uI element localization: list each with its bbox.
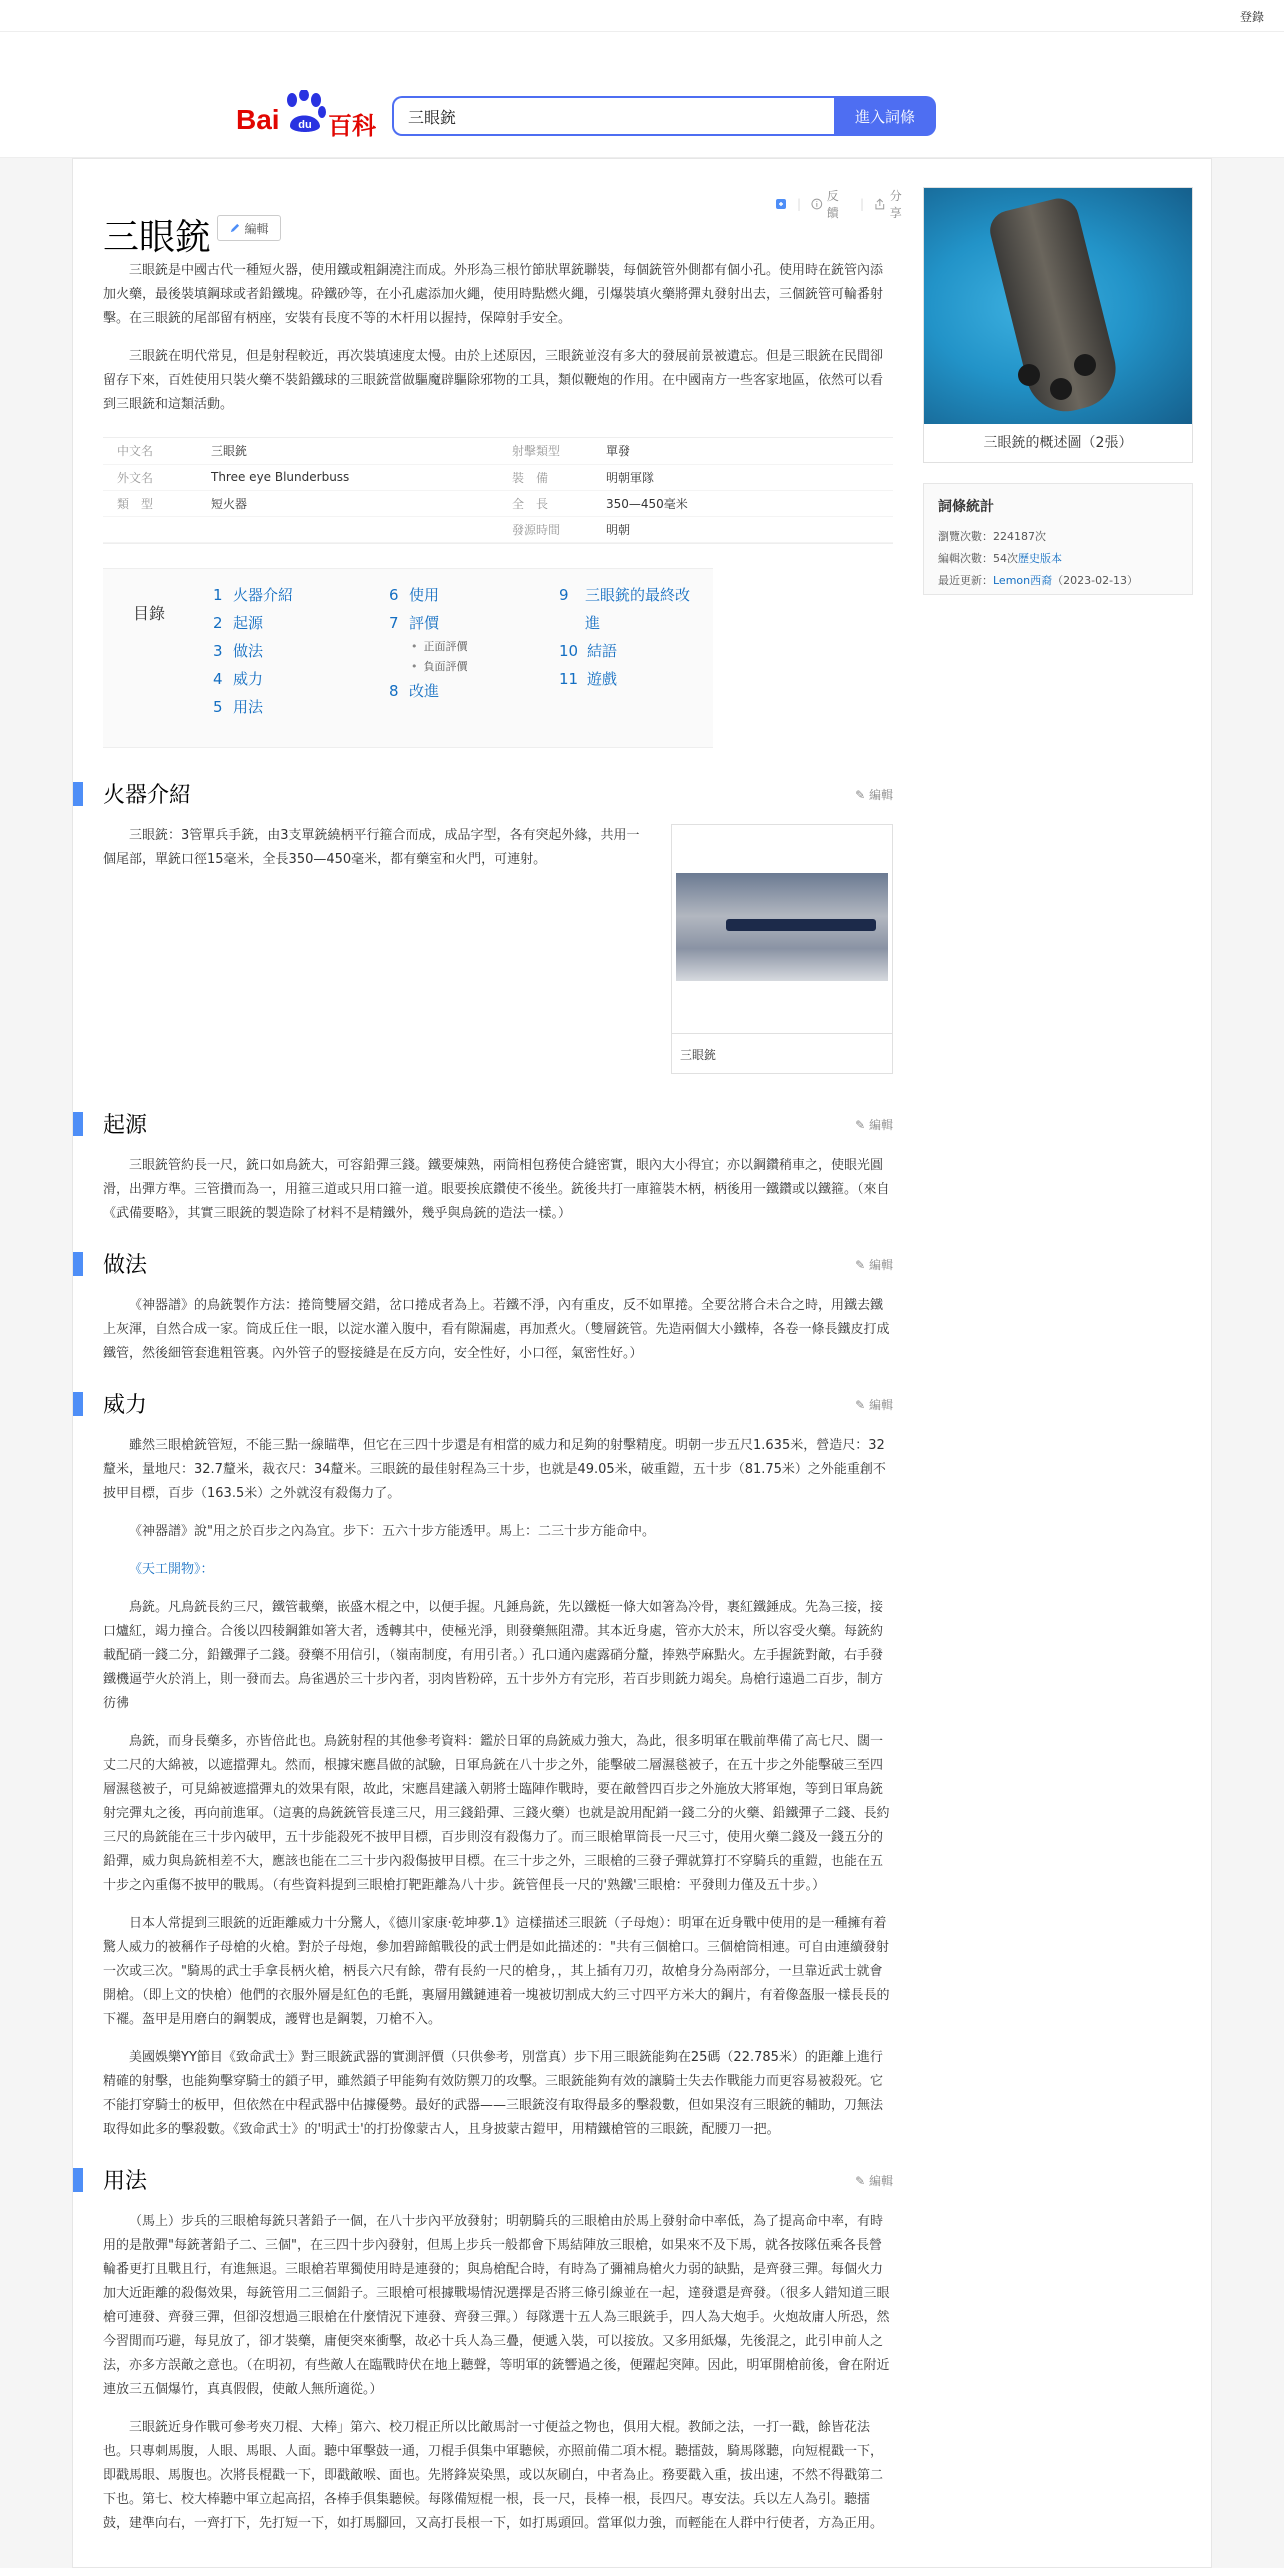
info-key: 發源時間 [498, 516, 592, 542]
toc-item[interactable] [213, 693, 293, 721]
toc-item-number: 7 [389, 613, 399, 632]
toc-item-number: 11 [559, 669, 579, 688]
section-edit-button[interactable]: ✎ 編輯 [855, 1117, 893, 1132]
summary-image-caption: 三眼銃的概述圖（2張） [983, 435, 1133, 451]
toc-item[interactable] [389, 581, 468, 609]
section-paragraph: 美國娛樂YY節目《致命武士》對三眼銃武器的實測評價（只供參考，別當真）步下用三眼銃能夠在25碼（22.785米）的距離上進行精確的射擊，也能夠擊穿騎士的鎖子甲，雖然鎖子甲能夠有效防禦刀的攻擊。三眼銃能夠有效的讓騎士失去作戰能力而更容易被殺死。它不能打穿騎士的板甲，但依然在中程武器中佔據優勢。最好的武器——三眼銃沒有取得最多的擊殺數，但如果沒有三眼銃的輔助，刀無法取得如此多的擊殺數。《致命武士》的'明武士'的打扮像蒙古人，且身披蒙古鎧甲，用精鐵槍管的三眼銃，配腰刀一把。 [103, 2049, 884, 2137]
info-key: 外文名 [103, 464, 197, 490]
section-paragraph: 三眼銃近身作戰可參考夾刀棍、大棒」第六、校刀棍正所以比敵馬討一寸便益之物也，俱用大棍。教師之法，一打一戳，餘皆花法也。只專刺馬腹，人眼、馬眼、人面。聽中軍擊鼓一通，刀棍手俱集中軍聽候，亦照前備二項木棍。聽擂鼓，騎馬隊聽，向短棍戳一下，即戳馬眼、馬腹也。次將長棍戳一下，即戳敵喉、面也。先將鋒炭染黑，或以灰刷白，中者為止。務要戳入重，拔出速，不然不得戳第二下也。第七、校大棒聽中軍立起高招，各棒手俱集聽候。每隊備短棍一根，長一尺，長棒一根，長四尺。專安法。兵以左人為引。聽擂鼓，建準向右，一齊打下，先打短一下，如打馬腳回，又高打長根一下，如打馬頭回。當軍似力強，而輕能在人群中行使者，方為正用。 [103, 2419, 884, 2531]
info-value: 短火器 [197, 490, 498, 516]
share-icon [874, 198, 886, 210]
section-bar [73, 1252, 83, 1276]
edits-label: 編輯次數： [938, 552, 993, 565]
toc-item-label: 火器介紹 [233, 585, 294, 604]
toc-item-label: 用法 [233, 697, 264, 716]
toc-item-label: 評價 [409, 613, 440, 632]
views-value: 224187次 [993, 530, 1046, 543]
section-paragraph: 三眼銃管約長一尺，銃口如鳥銃大，可容鉛彈三錢。鐵要煉熟，兩筒相包務使合縫密實，眼內大小得宜；亦以鋼鑽稍車之，使眼光圓滑，出彈方準。三管攢而為一，用箍三道或只用口箍一道。眼要挨底鑽使不後坐。銃後共打一庫箍裝木柄，柄後用一鐵鑽或以鐵箍。（來自《武備要略》，其實三眼銃的製造除了材料不是精鐵外，幾乎與鳥銃的造法一樣。） [103, 1157, 890, 1221]
article-container [72, 158, 1212, 2568]
section-heading-usage [103, 2164, 893, 2196]
section-paragraph: （馬上）步兵的三眼槍每銃只著鉛子一個，在八十步內平放發射；明朝騎兵的三眼槍由於馬上發射命中率低，為了提高命中率，有時用的是散彈"每銃著鉛子二、三個"，在三四十步內發射，但馬上步兵一般都會下馬結陣放三眼槍，如果來不及下馬，就各按隊伍乘各長營輪番更打且戰且行，有進無退。三眼槍若單獨使用時是連發的；與鳥槍配合時，有時為了彌補鳥槍火力弱的缺點，是齊發三彈。每個火力加大近距離的殺傷效果，每銃管用二三個鉛子。三眼槍可根據戰場情況選擇是否將三條引線並在一起，達發還是齊發。（很多人錯知道三眼槍可連發、齊發三彈，但卻沒想過三眼槍在什麼情況下連發、齊發三彈。）每隊選十五人為三眼銃手，四人為大炮手。火炮故庸人所恐，然今習閒而巧避，每見放了，卻才裝藥，庸便突來衝擊，故必十兵人為三疊，便遞入裝，可以接放。又多用紙爆，先後混之，此引申前人之法，亦多方誤敵之意也。（在明初，有些敵人在臨戰時伏在地上聽聲，等明軍的銃響過之後，便躍起突陣。因此，明軍開槍前後，會在附近連放三五個爆竹，真真假假，使敵人無所適從。） [103, 2213, 890, 2397]
info-value: 三眼銃 [197, 438, 498, 464]
edit-label: 編輯 [868, 1257, 893, 1272]
toc-item[interactable] [213, 581, 293, 609]
section-edit-button[interactable]: ✎ 編輯 [855, 1397, 893, 1412]
top-bar [0, 0, 1284, 32]
section-paragraph: 鳥銃。凡鳥銃長約三尺，鐵管載藥，嵌盛木棍之中，以便手握。凡錘鳥銃，先以鐵梃一條大如箸為冷骨，裹紅鐵錘成。先為三接，接口爐紅，竭力撞合。合後以四稜鋼錐如箸大者，透轉其中，使極光淨，則發藥無阻滯。其本近身處，管亦大於末，所以容受火藥。每銃約載配硝一錢二分，鉛鐵彈子二錢。發藥不用信引，（嶺南制度，有用引者。）孔口通內處露硝分釐，捧熟苧麻點火。左手握銃對敵，右手發鐵機逼苧火於消上，則一發而去。鳥雀遇於三十步內者，羽肉皆粉碎，五十步外方有完形，若百步則銃力竭矣。鳥槍行遠過二百步，制方彷彿 [103, 1599, 884, 1711]
basic-info-table [103, 437, 893, 544]
summary-image [924, 188, 1192, 424]
toc-item[interactable] [559, 637, 690, 665]
section-paragraph: 雖然三眼槍銃管短，不能三點一線瞄準，但它在三四十步還是有相當的威力和足夠的射擊精度。明朝一步五尺1.635米，營造尺：32釐米，量地尺：32.7釐米，裁衣尺：34釐米。三眼銃的最佳射程為三十步，也就是49.05米，破重鎧，五十步（81.75米）之外能重創不披甲目標，百步（163.5米）之外就沒有殺傷力了。 [103, 1437, 886, 1501]
toc-item-label: 起源 [233, 613, 264, 632]
pencil-icon [229, 223, 240, 234]
section-paragraph: 鳥銃，而身長藥多，亦皆倍此也。鳥銃射程的其他參考資料：鑑於日軍的鳥銃威力強大，為此，很多明軍在戰前準備了高七尺、闊一丈二尺的大綿被，以遮擋彈丸。然而，根據宋應昌做的試驗，日軍鳥銃在八十步之外，能擊破二層濕毯被子，在五十步之外能擊破三至四層濕毯被子，可見綿被遮擋彈丸的效果有限，故此，宋應昌建議入朝將士臨陣作戰時，要在敵營四百步之外施放大將軍炮，等到日軍鳥銃射完彈丸之後，再向前進軍。（這裏的鳥銃銃管長達三尺，用三錢鉛彈、三錢火藥）也就是說用配銷一錢二分的火藥、鉛鐵彈子二錢、長約三尺的鳥銃能在三十步內破甲，五十步能殺死不披甲目標，百步則沒有殺傷力了。而三眼槍單筒長一尺三寸，使用火藥二錢及一錢五分的鉛彈，威力與鳥銃相差不大，應該也能在二三十步內殺傷披甲目標。在三十步之外，三眼槍的三發子彈就算打不穿騎兵的重鎧，也能在五十步之內重傷不披甲的戰馬。（有些資料提到三眼槍打靶距離為八十步。銃管俚長一尺的'熟鐵'三眼槍：平發則力僅及五十步。） [103, 1733, 890, 1893]
search-input[interactable] [394, 98, 836, 134]
toc-item-number: 9 [559, 585, 569, 604]
info-value: 明朝軍隊 [592, 464, 893, 490]
toc-item-label: 使用 [409, 585, 440, 604]
summary-image-card[interactable] [923, 187, 1193, 463]
info-value: Three eye Blunderbuss [197, 464, 498, 490]
toc-item-number: 2 [213, 613, 223, 632]
section-paragraph: 《天工開物》： [129, 1561, 214, 1577]
toc-item-label: 做法 [233, 641, 264, 660]
basic-info-row [103, 490, 893, 516]
section-bar [73, 1392, 83, 1416]
table-of-contents [103, 568, 713, 748]
sidebar [923, 187, 1193, 595]
history-link[interactable]: 歷史版本 [1018, 552, 1062, 565]
section-edit-button[interactable]: ✎ 編輯 [855, 1257, 893, 1272]
section-heading-power [103, 1388, 893, 1420]
basic-info-row [103, 464, 893, 490]
info-value: 明朝 [592, 516, 893, 542]
page-title: 三眼銃 [103, 217, 212, 258]
section-bar [73, 782, 83, 806]
edit-button[interactable] [217, 215, 281, 241]
stats-views [938, 526, 1178, 548]
updated-by-link[interactable]: Lemon西裔 [993, 574, 1053, 587]
feedback-button[interactable] [811, 187, 850, 221]
toc-item[interactable] [213, 609, 293, 637]
feedback-label: 反饋 [826, 189, 839, 220]
toc-item-number: 4 [213, 669, 223, 688]
search-button[interactable]: 進入詞條 [834, 96, 936, 136]
toc-item-number: 1 [213, 585, 223, 604]
intro-paragraph-1: 三眼銃是中國古代一種短火器，使用鐵或粗銅澆注而成。外形為三根竹節狀單銃聯裝，每個銃管外側都有個小孔。使用時在銃管內添加火藥，最後裝填鋼球或者鉛鐵塊。砕鐵砂等，在小孔處添加火繩，使用時點燃火繩，引爆裝填火藥將彈丸發射出去，三個銃管可輪番射擊。在三眼銃的尾部留有柄座，安裝有長度不等的木杆用以握持，保障射手安全。 [103, 263, 884, 326]
share-label: 分享 [889, 189, 902, 220]
toc-item[interactable] [559, 665, 690, 693]
section-title: 火器介紹 [103, 782, 192, 808]
figure-image [676, 873, 888, 981]
info-key: 中文名 [103, 438, 197, 464]
share-button[interactable] [874, 187, 913, 221]
toc-item-number: 8 [389, 681, 399, 700]
toc-item-number: 10 [559, 641, 579, 660]
basic-info-row [103, 438, 893, 464]
stats-title: 詞條統計 [938, 499, 994, 515]
logo-text-ke: 百科 [328, 112, 376, 140]
header [0, 32, 1284, 158]
section-bar [73, 2168, 83, 2192]
edits-value: 54次 [993, 552, 1018, 565]
logo-text-du: du [298, 119, 312, 131]
edit-label: 編輯 [868, 1117, 893, 1132]
info-key: 類 型 [103, 490, 197, 516]
toc-item-number: 6 [389, 585, 399, 604]
toc-item-label: 改進 [409, 681, 440, 700]
info-key [103, 516, 197, 542]
info-value: 單發 [592, 438, 893, 464]
toc-item[interactable] [389, 677, 468, 705]
article-toolbar: | 反饋 | 分享 [775, 187, 913, 221]
toc-label: 目錄 [133, 603, 166, 623]
toc-item[interactable] [213, 637, 293, 665]
paw-icon [282, 90, 328, 134]
info-icon [811, 198, 823, 210]
section-title: 做法 [103, 1252, 148, 1278]
toc-column-3 [559, 581, 690, 693]
toc-item-label: 三眼銃的最終改 [585, 585, 691, 604]
entry-stats [923, 483, 1193, 595]
toc-item-number: 3 [213, 641, 223, 660]
toc-item-label: 威力 [233, 669, 264, 688]
section-heading-origin [103, 1108, 893, 1140]
edit-label: 編輯 [868, 1397, 893, 1412]
stats-updated [938, 570, 1178, 592]
section-heading-method [103, 1248, 893, 1280]
basic-info-row [103, 516, 893, 542]
stats-edits [938, 548, 1178, 570]
toc-item-label: 遊戲 [587, 669, 618, 688]
info-value: 350—450毫米 [592, 490, 893, 516]
toc-item[interactable] [559, 581, 690, 609]
section-edit-button[interactable]: ✎ 編輯 [855, 787, 893, 802]
updated-date: （2023-02-13） [1052, 574, 1139, 587]
toc-item[interactable] [389, 609, 468, 637]
section-figure[interactable] [671, 824, 893, 1074]
bookmark-icon [775, 198, 787, 210]
edit-label: 編輯 [244, 221, 269, 236]
toc-column-2 [389, 581, 468, 705]
views-label: 瀏覽次數： [938, 530, 993, 543]
edit-label: 編輯 [868, 2173, 893, 2188]
section-title: 用法 [103, 2168, 148, 2194]
info-key: 全 長 [498, 490, 592, 516]
section-heading-intro [103, 778, 893, 810]
baidu-baike-logo[interactable] [236, 84, 376, 138]
info-key: 射擊類型 [498, 438, 592, 464]
toc-subitem[interactable]: • 正面評價 [389, 637, 468, 657]
info-key: 裝 備 [498, 464, 592, 490]
section-paragraph: 三眼銃：3管單兵手銃，由3支單銃繞柄平行箍合而成，成品字型，各有突起外緣，共用一個尾部，單銃口徑15毫米，全長350—450毫米，都有藥室和火門，可連射。 [103, 827, 640, 867]
updated-label: 最近更新： [938, 574, 993, 587]
section-paragraph: 日本人常提到三眼銃的近距離威力十分驚人，《德川家康·乾坤夢.1》這樣描述三眼銃（子母炮）：明軍在近身戰中使用的是一種擁有着驚人威力的被稱作子母槍的火槍。對於子母炮，參加碧蹄館戰役的武士們是如此描述的："共有三個槍口。三個槍筒相連。可自由連續發射一次或三次。"騎馬的武士手拿長柄火槍，柄長六尺有餘，帶有長約一尺的槍身，，其上插有刀刃，故槍身分為兩部分，一旦靠近武士就會開槍。（即上文的快槍）他們的衣服外層是紅色的毛氈，裏層用鐵鏈連着一塊被切割成大約三寸四平方米大的鋼片，有着像盔服一樣長長的下襬。盔甲是用磨白的鋼製成，護臂也是鋼製，刀槍不入。 [103, 1915, 890, 2027]
toc-item[interactable] [213, 665, 293, 693]
section-bar [73, 1112, 83, 1136]
info-value [197, 516, 498, 542]
toc-subitem[interactable]: • 負面評價 [389, 657, 468, 677]
article-body [103, 259, 893, 2550]
section-edit-button[interactable]: ✎ 編輯 [855, 2173, 893, 2188]
figure-caption: 三眼銃 [672, 1033, 892, 1073]
section-title: 威力 [103, 1392, 148, 1418]
collect-button[interactable] [775, 187, 787, 221]
intro-paragraph-2: 三眼銃在明代常見，但是射程較近，再次裝填速度太慢。由於上述原因，三眼銃並沒有多大的發展前景被遺忘。但是三眼銃在民間卻留存下來，百姓使用只裝火藥不裝鉛鐵球的三眼銃當做驅魔辟驅除邪物的工具，類似鞭炮的作用。在中國南方一些客家地區，依然可以看到三眼銃和這類活動。 [103, 349, 884, 412]
section-title: 起源 [103, 1112, 148, 1138]
toc-item-label: 結語 [587, 641, 618, 660]
login-link[interactable]: 登錄 [1239, 10, 1264, 24]
logo-text-bai: Bai [236, 104, 280, 135]
section-paragraph: 《神器譜》的鳥銃製作方法：捲筒雙層交錯，岔口捲成者為上。若鐵不淨，內有重皮，反不如單捲。全要岔將合未合之時，用鐵去鐵上灰渾，自然合成一家。筒成丘住一眼，以淀水灌入腹中，看有隙漏處，再加煮火。（雙層銃管。先造兩個大小鐵棒，各卷一條長鐵皮打成鐵管，然後細管套進粗管裏。內外管子的豎接縫是在反方向，安全性好，小口徑，氣密性好。） [103, 1297, 890, 1361]
search-box [392, 96, 836, 136]
toc-item-number: 5 [213, 697, 223, 716]
toc-column-1 [213, 581, 293, 721]
edit-label: 編輯 [868, 787, 893, 802]
section-paragraph: 《神器譜》說"用之於百步之內為宜。步下：五六十步方能透甲。馬上：二三十步方能命中。 [129, 1523, 655, 1539]
toc-item-continuation[interactable]: 進 [585, 613, 601, 632]
